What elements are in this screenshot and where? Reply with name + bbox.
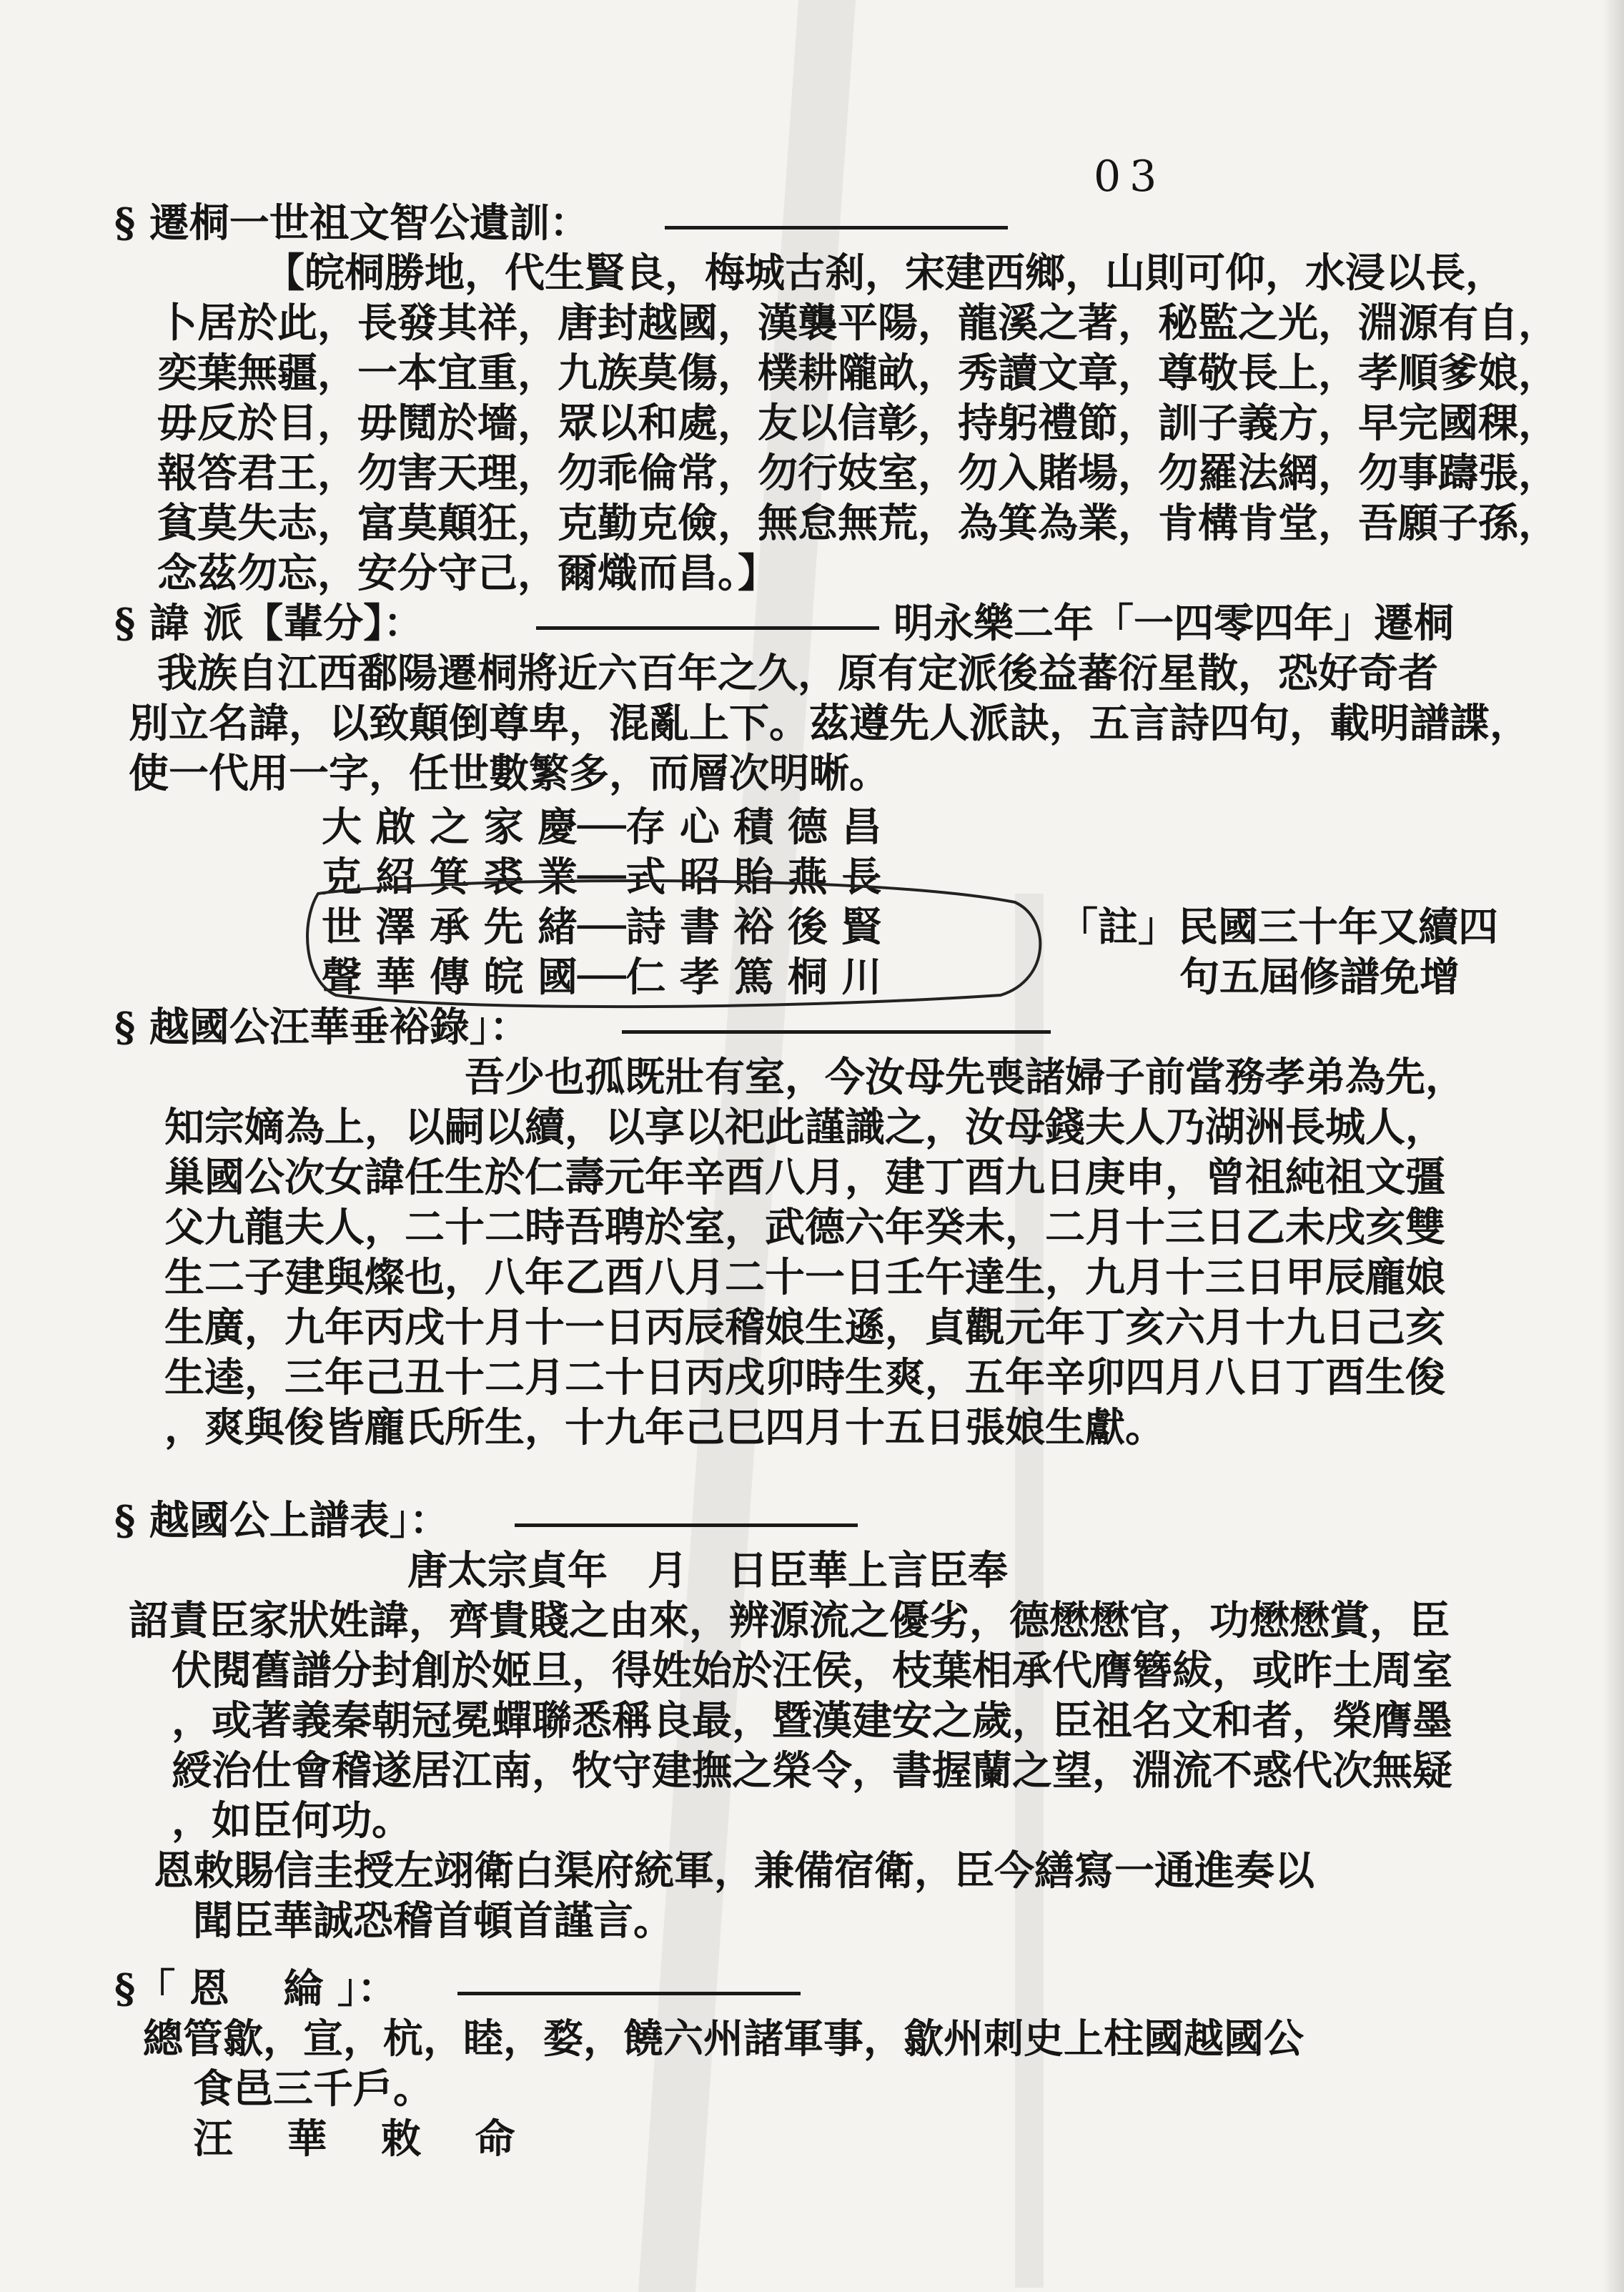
section-heading-imperial-edict: §「 恩 綸 」： xyxy=(114,1965,397,2012)
will-line-3: 奕葉無疆，一本宜重，九族莫傷，樸耕隴畝，秀讀文章，尊敬長上，孝順爹娘， xyxy=(157,350,1558,397)
memorial-line-6: ，如臣何功。 xyxy=(172,1797,412,1844)
memorial-line-4: ，或著義秦朝冠冕蟬聯悉稱良最，暨漢建安之歲，臣祖名文和者，榮膺墨 xyxy=(172,1697,1452,1744)
will-line-1: 【皖桐勝地，代生賢良，梅城古刹，宋建西鄉，山則可仰，水浸以長， xyxy=(264,250,1505,297)
section-heading-will: § 遷桐一世祖文智公遺訓： xyxy=(114,199,590,247)
will-line-4: 毋反於目，毋鬩於墻，眾以和處，友以信彰，持躬禮節，訓子義方，早完國稞， xyxy=(157,400,1558,447)
legacy-line-7: 生逵，三年己丑十二月二十日丙戌卯時生爽，五年辛卯四月八日丁酉生俊 xyxy=(164,1354,1445,1401)
generation-verse-4: 聲 華 傳 皖 國──仁 孝 篤 桐 川 xyxy=(322,954,882,1001)
legacy-line-6: 生廣，九年丙戌十月十一日丙辰稽娘生遜，貞觀元年丁亥六月十九日己亥 xyxy=(164,1304,1445,1351)
generation-verse-3: 世 澤 承 先 緒──詩 書 裕 後 賢 xyxy=(322,904,882,951)
legacy-line-5: 生二子建與燦也，八年乙酉八月二十一日壬午達生，九月十三日甲辰龐娘 xyxy=(164,1254,1445,1301)
will-line-7: 念茲勿忘，安分守己，爾熾而昌。】 xyxy=(157,550,778,597)
legacy-line-2: 知宗嫡為上，以嗣以續，以享以祀此謹識之，汝母錢夫人乃湖洲長城人， xyxy=(164,1104,1445,1151)
migration-date: 明永樂二年「一四零四年」遷桐 xyxy=(893,600,1454,647)
generation-intro-line-1: 我族自江西鄱陽遷桐將近六百年之久，原有定派後益蕃衍星散，恐好奇者 xyxy=(157,650,1438,697)
memorial-line-2: 詔責臣家狀姓諱，齊貴賤之由來，辨源流之優劣，德懋懋官，功懋懋賞，臣 xyxy=(129,1597,1450,1644)
annotation-note-line-2: 句五屆修譜免增 xyxy=(1179,954,1460,1001)
memorial-line-1: 唐太宗貞年 月 日臣華上言臣奉 xyxy=(407,1547,1008,1594)
memorial-line-5: 綬治仕會稽遂居江南，牧守建撫之榮令，書握蘭之望，淵流不惑代次無疑 xyxy=(172,1747,1452,1794)
generation-verse-1: 大 啟 之 家 慶──存 心 積 德 昌 xyxy=(322,804,882,851)
legacy-line-4: 父九龍夫人，二十二時吾聘於室，武德六年癸未，二月十三日乙未戌亥雙 xyxy=(164,1204,1445,1251)
heading-underline xyxy=(457,1992,801,1995)
generation-intro-line-3: 使一代用一字，任世數繁多，而層次明晰。 xyxy=(129,750,889,797)
edict-line-2: 食邑三千戶。 xyxy=(193,2065,433,2113)
section-heading-generation-names: § 諱 派【輩分】： xyxy=(114,600,424,647)
will-line-2: 卜居於此，長發其祥，唐封越國，漢襲平陽，龍溪之著，秘監之光，淵源有自， xyxy=(157,300,1558,347)
annotation-note-line-1: 「註」民國三十年又續四 xyxy=(1058,904,1498,951)
heading-underline xyxy=(515,1523,858,1527)
memorial-line-8: 聞臣華誠恐稽首頓首謹言。 xyxy=(193,1897,673,1945)
page-number: 03 xyxy=(1094,152,1166,202)
edict-line-1: 總管歙，宣，杭，睦，婺，饒六州諸軍事，歙州刺史上柱國越國公 xyxy=(143,2015,1304,2063)
memorial-line-7: 恩敕賜信圭授左翊衛白渠府統軍，兼備宿衛，臣今繕寫一通進奏以 xyxy=(154,1847,1314,1895)
edict-line-3: 汪 華 敕 命 xyxy=(193,2115,515,2163)
generation-verse-2: 克 紹 箕 裘 業──式 昭 貽 燕 長 xyxy=(322,854,882,901)
section-heading-memorial: § 越國公上譜表」： xyxy=(114,1497,450,1544)
legacy-line-1: 吾少也孤既壯有室，今汝母先喪諸婦子前當務孝弟為先， xyxy=(465,1054,1465,1101)
section-heading-legacy-record: § 越國公汪華垂裕錄」： xyxy=(114,1004,530,1051)
generation-intro-line-2: 別立名諱，以致顛倒尊卑，混亂上下。茲遵先人派訣，五言詩四句，載明譜諜， xyxy=(129,700,1530,747)
will-line-6: 貧莫失志，富莫顛狂，克勤克儉，無怠無荒，為箕為業，肯構肯堂，吾願子孫， xyxy=(157,500,1558,547)
heading-underline xyxy=(622,1030,1051,1034)
legacy-line-8: ，爽與俊皆龐氏所生，十九年己巳四月十五日張娘生獻。 xyxy=(164,1404,1165,1451)
will-line-5: 報答君王，勿害天理，勿乖倫常，勿行妓室，勿入賭場，勿羅法網，勿事躊張， xyxy=(157,450,1558,497)
legacy-line-3: 巢國公次女諱任生於仁壽元年辛酉八月，建丁酉九日庚申，曾祖純祖文彊 xyxy=(164,1154,1445,1201)
memorial-line-3: 伏閱舊譜分封創於姬旦，得姓始於汪侯，枝葉相承代膺簪紱，或昨土周室 xyxy=(172,1647,1452,1694)
